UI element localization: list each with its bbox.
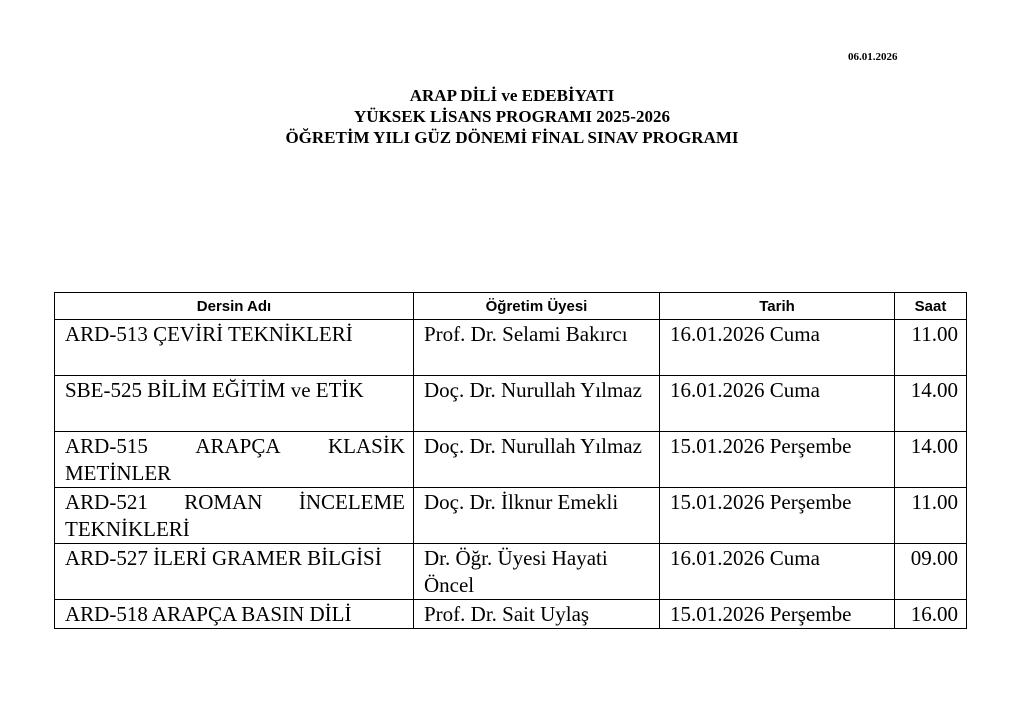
course-cell: SBE-525 BİLİM EĞİTİM ve ETİK bbox=[55, 376, 414, 432]
title-line-exam: ÖĞRETİM YILI GÜZ DÖNEMİ FİNAL SINAV PROGRAMI bbox=[285, 128, 739, 147]
column-header-date: Tarih bbox=[660, 293, 895, 320]
table-row bbox=[55, 432, 967, 488]
date-cell: 16.01.2026 Cuma bbox=[660, 320, 895, 376]
time-cell: 09.00 bbox=[895, 544, 967, 600]
instructor-cell: Dr. Öğr. Üyesi Hayati Öncel bbox=[414, 544, 660, 600]
title-line-department: ARAP DİLİ ve EDEBİYATI bbox=[409, 86, 615, 105]
exam-schedule-table bbox=[54, 292, 967, 629]
table-row bbox=[55, 600, 967, 629]
table-header-row bbox=[55, 293, 967, 320]
course-cell: ARD-513 ÇEVİRİ TEKNİKLERİ bbox=[55, 320, 414, 376]
column-header-course: Dersin Adı bbox=[55, 293, 414, 320]
document-title bbox=[0, 85, 1024, 148]
instructor-cell: Prof. Dr. Selami Bakırcı bbox=[414, 320, 660, 376]
document-date: 06.01.2026 bbox=[848, 51, 898, 63]
column-header-instructor: Öğretim Üyesi bbox=[414, 293, 660, 320]
date-cell: 15.01.2026 Perşembe bbox=[660, 432, 895, 488]
title-line-program: YÜKSEK LİSANS PROGRAMI 2025-2026 bbox=[354, 107, 670, 126]
course-cell: ARD-521 ROMAN İNCELEME TEKNİKLERİ bbox=[55, 488, 414, 544]
time-cell: 14.00 bbox=[895, 376, 967, 432]
table-row bbox=[55, 320, 967, 376]
course-cell: ARD-527 İLERİ GRAMER BİLGİSİ bbox=[55, 544, 414, 600]
date-cell: 15.01.2026 Perşembe bbox=[660, 600, 895, 629]
table-row bbox=[55, 376, 967, 432]
time-cell: 16.00 bbox=[895, 600, 967, 629]
instructor-cell: Doç. Dr. Nurullah Yılmaz bbox=[414, 432, 660, 488]
date-cell: 16.01.2026 Cuma bbox=[660, 544, 895, 600]
date-cell: 16.01.2026 Cuma bbox=[660, 376, 895, 432]
time-cell: 11.00 bbox=[895, 488, 967, 544]
instructor-cell: Doç. Dr. İlknur Emekli bbox=[414, 488, 660, 544]
time-cell: 14.00 bbox=[895, 432, 967, 488]
instructor-cell: Doç. Dr. Nurullah Yılmaz bbox=[414, 376, 660, 432]
date-cell: 15.01.2026 Perşembe bbox=[660, 488, 895, 544]
table-row bbox=[55, 488, 967, 544]
instructor-cell: Prof. Dr. Sait Uylaş bbox=[414, 600, 660, 629]
course-cell: ARD-518 ARAPÇA BASIN DİLİ bbox=[55, 600, 414, 629]
course-cell: ARD-515 ARAPÇA KLASİK METİNLER bbox=[55, 432, 414, 488]
column-header-time: Saat bbox=[895, 293, 967, 320]
table-row bbox=[55, 544, 967, 600]
time-cell: 11.00 bbox=[895, 320, 967, 376]
